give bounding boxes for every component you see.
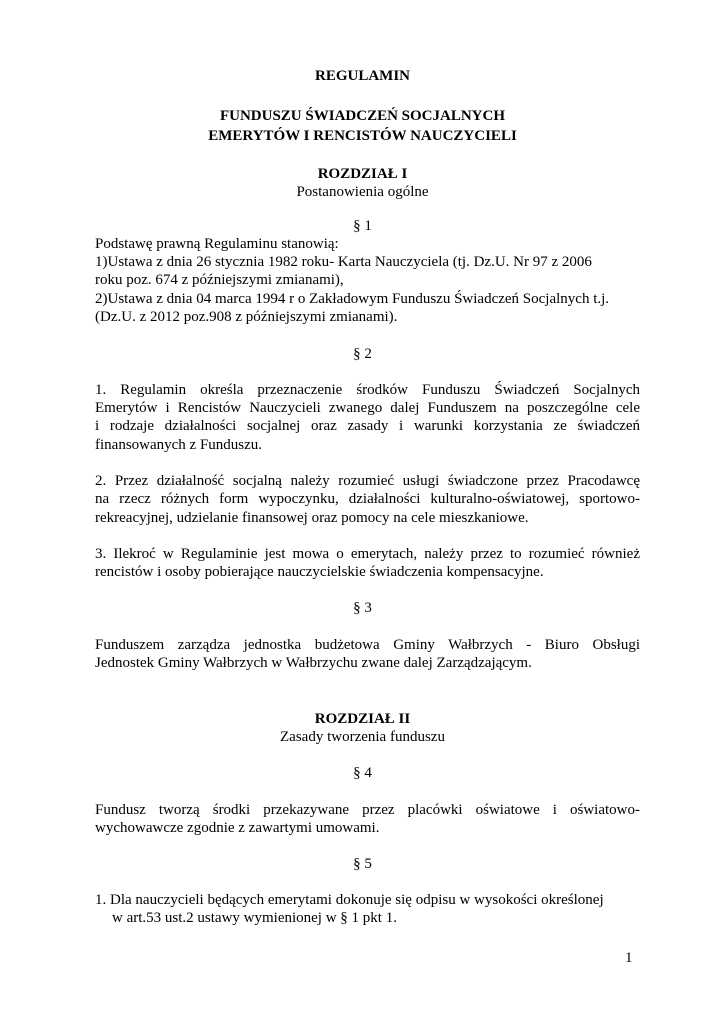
section-2-mark: § 2: [353, 346, 372, 362]
section-4-mark: § 4: [353, 765, 372, 781]
section-2-paragraph-1-line: Emerytów i Rencistów Nauczycieli zwanego dalej Funduszem na poszczególne cele: [95, 400, 640, 416]
section-5-line: 1. Dla nauczycieli będących emerytami dokonuje się odpisu w wysokości określonej: [95, 892, 604, 908]
section-5-line: w art.53 ust.2 ustawy wymienionej w § 1 pkt 1.: [112, 910, 397, 926]
section-3-mark: § 3: [353, 600, 372, 616]
section-1-mark: § 1: [353, 218, 372, 234]
document-title: REGULAMIN: [314, 68, 410, 84]
section-2-paragraph-1-line: i rodzaje działalności socjalnej oraz zasady i warunki korzystania ze świadczeń: [95, 418, 640, 434]
page-number: 1: [625, 950, 633, 966]
section-2-paragraph-2-line: rekreacyjnej, udzielanie finansowej oraz pomocy na cele mieszkaniowe.: [95, 510, 529, 526]
section-2-paragraph-3-line: rencistów i osoby pobierające nauczycielskie świadczenia kompensacyjne.: [95, 564, 544, 580]
chapter-2-heading: ROZDZIAŁ II: [314, 711, 411, 727]
section-2-paragraph-1-line: finansowanych z Funduszu.: [95, 437, 263, 453]
section-2-paragraph-3-line: 3. Ilekroć w Regulaminie jest mowa o emerytach, należy przez to rozumieć również: [95, 546, 640, 562]
section-2-paragraph-1-line: 1. Regulamin określa przeznaczenie środków Funduszu Świadczeń Socjalnych: [95, 382, 640, 398]
document-subtitle-line-1: FUNDUSZU ŚWIADCZEŃ SOCJALNYCH: [219, 108, 506, 124]
chapter-1-subheading: Postanowienia ogólne: [296, 184, 429, 200]
section-1-line: 1)Ustawa z dnia 26 stycznia 1982 roku- Karta Nauczyciela (tj. Dz.U. Nr 97 z 2006: [95, 254, 592, 270]
section-3-line: Jednostek Gminy Wałbrzych w Wałbrzychu zwane dalej Zarządzającym.: [95, 655, 532, 671]
section-1-line: Podstawę prawną Regulaminu stanowią:: [95, 236, 339, 252]
chapter-2-subheading: Zasady tworzenia funduszu: [280, 729, 445, 745]
section-2-paragraph-2-line: na rzecz różnych form wypoczynku, działalności kulturalno-oświatowej, sportowo-: [95, 491, 640, 507]
section-3-line: Funduszem zarządza jednostka budżetowa Gminy Wałbrzych - Biuro Obsługi: [95, 637, 640, 653]
section-1-line: roku poz. 674 z późniejszymi zmianami),: [95, 272, 344, 288]
chapter-1-heading: ROZDZIAŁ I: [317, 166, 408, 182]
section-4-line: wychowawcze zgodnie z zawartymi umowami.: [95, 820, 380, 836]
document-subtitle-line-2: EMERYTÓW I RENCISTÓW NAUCZYCIELI: [208, 128, 517, 144]
section-4-line: Fundusz tworzą środki przekazywane przez placówki oświatowe i oświatowo-: [95, 802, 640, 818]
section-1-line: (Dz.U. z 2012 poz.908 z późniejszymi zmianami).: [95, 309, 398, 325]
section-5-mark: § 5: [353, 856, 372, 872]
section-2-paragraph-2-line: 2. Przez działalność socjalną należy rozumieć usługi świadczone przez Pracodawcę: [95, 473, 640, 489]
section-1-line: 2)Ustawa z dnia 04 marca 1994 r o Zakładowym Funduszu Świadczeń Socjalnych t.j.: [95, 291, 610, 307]
